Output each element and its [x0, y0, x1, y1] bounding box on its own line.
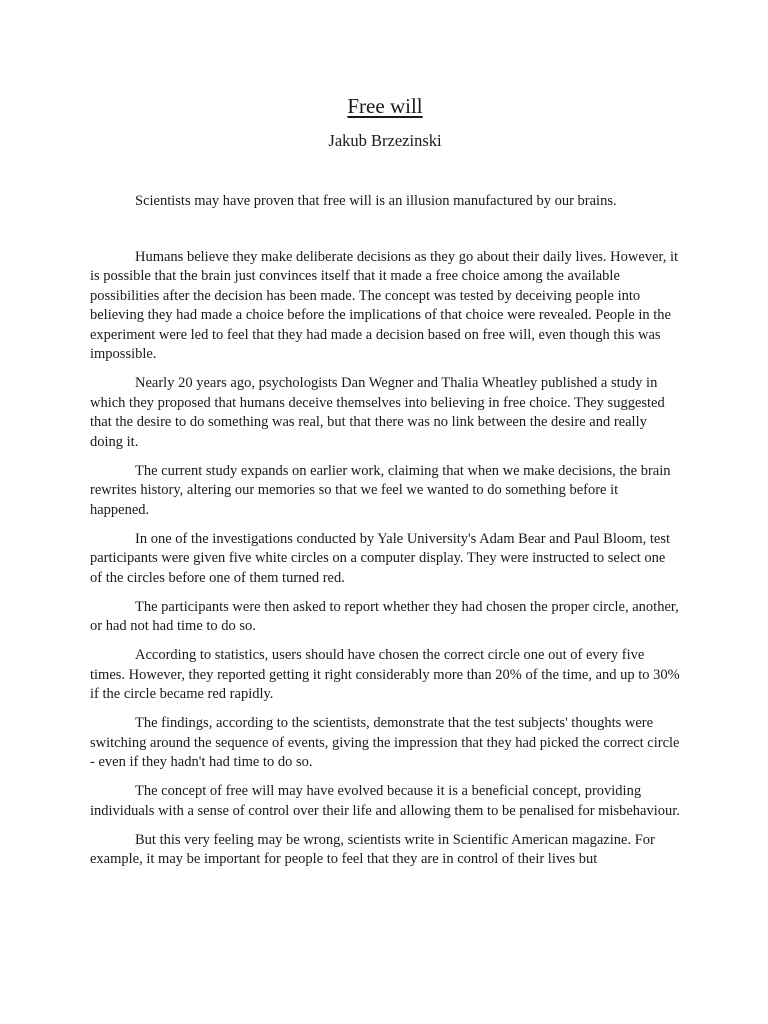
paragraph: According to statistics, users should have chosen the correct circle one out of every five times. However, they reported getting it right considerably more than 20% of the time, and up to 30% if the circle became red rapidly. [90, 647, 680, 702]
document-author: Jakub Brzezinski [328, 131, 442, 150]
paragraph: Nearly 20 years ago, psychologists Dan Wegner and Thalia Wheatley published a study in which they proposed that humans deceive themselves into believing in free choice. They suggested that the desire to do something was real, but that there was no link between the desire and really doing it. [90, 375, 665, 450]
paragraph: Humans believe they make deliberate decisions as they go about their daily lives. However, it is possible that the brain just convinces itself that it made a free choice among the available possibilities after the decision has been made. The concept was tested by deceiving people into believing they had made a choice before the implications of that choice were revealed. People in the experiment were led to feel that they had made a decision based on free will, even though this was impossible. [90, 248, 679, 362]
paragraph: The concept of free will may have evolved because it is a beneficial concept, providing individuals with a sense of control over their life and allowing them to be penalised for misbehaviour. [90, 783, 680, 819]
body-text [90, 248, 680, 870]
paragraph: The findings, according to the scientists, demonstrate that the test subjects' thoughts were switching around the sequence of events, giving the impression that they had picked the correct circle - even if they hadn't had time to do so. [90, 715, 680, 770]
paragraph: The participants were then asked to report whether they had chosen the proper circle, another, or had not had time to do so. [90, 598, 679, 634]
lead-sentence: Scientists may have proven that free will is an illusion manufactured by our brains. [135, 193, 617, 209]
paragraph: But this very feeling may be wrong, scientists write in Scientific American magazine. For example, it may be important for people to feel that they are in control of their lives but [90, 831, 655, 867]
document-title: Free will [347, 94, 423, 118]
paragraph: The current study expands on earlier work, claiming that when we make decisions, the brain rewrites history, altering our memories so that we feel we wanted to do something before it happened. [90, 462, 671, 518]
paragraph: In one of the investigations conducted by Yale University's Adam Bear and Paul Bloom, test participants were given five white circles on a computer display. They were instructed to select one of the circles before one of them turned red. [90, 530, 671, 586]
document-page [90, 92, 680, 879]
